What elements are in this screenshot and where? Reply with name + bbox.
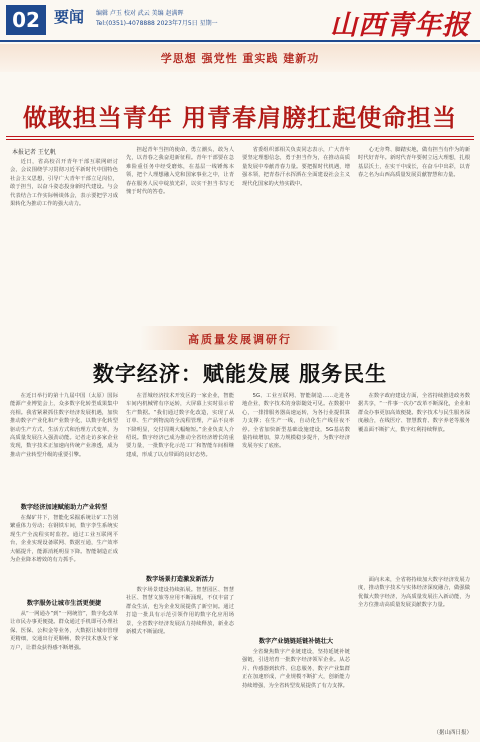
article1-column-3: 省委组织部相关负责同志表示，广大青年要坚定理想信念，勇于担当作为，在推动高质量发展中奉献青春力量。要把握时代机遇，增强本领，把青春汗水挥洒在全面建设社会主义现代化国家的火热实践中。 (242, 147, 350, 187)
slogan-text: 学思想 强党性 重实践 建新功 (160, 52, 320, 65)
column-title: 高质量发展调研行 (188, 333, 292, 346)
page-number: 02 (6, 5, 46, 35)
source-note: （据山西日报） (433, 730, 472, 736)
article2-column-1b: 在煤矿井下，智能化采掘系统让矿工告别繁重体力劳动；在钢铁车间，数字孪生系统实现生产全流程实时监控。通过工业互联网平台，企业实现设备联网、数据互通，生产效率大幅提升，能源消耗明显下降。智能制造正成为企业降本增效的有力抓手。 (10, 515, 118, 564)
article1-byline: 本报记者 王忆帆 (12, 149, 56, 156)
article1-headline: 做敢担当青年 用青春肩膀扛起使命担当 (22, 103, 458, 132)
subhead-d: 数字产业链链延链补链壮大 (258, 638, 334, 645)
article2-column-4a: 在数字政府建设方面，全省持续推进政务数据共享，“一件事一次办”改革不断深化，企业和群众办事更加高效便捷。数字技术与民生服务深度融合，在线医疗、智慧教育、数字养老等服务覆盖面不断扩大，数字红利持续释放。 (358, 393, 470, 433)
article2-column-3b: 全省聚焦数字产业链建设，坚持延链补链强链，引进培育一批数字经济领军企业。从芯片、传感器到软件、信息服务，数字产业集群正在加速形成，产业规模不断扩大，创新能力持续增强，为全省转型发展提供了有力支撑。 (242, 649, 350, 689)
article2-column-1a: 在近日举行的第十九届中国（太原）国际能源产业博览会上，众多数字化转型成果集中亮相。我省紧紧抓住数字经济发展机遇，加快推动数字产业化和产业数字化，以数字化转型驱动生产方式、生活方式和治理方式变革，为高质量发展注入强劲动能。记者走访多家企业发现，数字技术正加速向传统产业渗透，成为推动产业转型升级的重要引擎。 (10, 393, 118, 458)
article2-headline: 数字经济：赋能发展 服务民生 (92, 361, 388, 386)
editor-credits: 编辑 卢玉 校对 武云 美编 赵满晖 (96, 10, 184, 17)
article2-column-4b: 面向未来，全省将持续加大数字经济发展力度，推动数字技术与实体经济深度融合，做强做优做大数字经济，为高质量发展注入新动能，为全方位推动高质量发展贡献数字力量。 (358, 577, 470, 609)
article2-column-1c: 从“一网通办”到“一网统管”，数字化改革让市民办事更便捷。群众通过手机即可办理社保、医保、公积金等业务，大数据让城市管理更精细，交通出行更顺畅，数字技术惠及千家万户，让群众获得感不断增强。 (10, 611, 118, 651)
article1-column-2: 担起青年当担的使命，勇立潮头，敢为人先，以青春之我奋进新征程。青年干部要在急难险重任务中经受磨炼，在基层一线锤炼本领，把个人理想融入党和国家事业之中，让青春在服务人民中绽放光彩，以实干担当书写无愧于时代的答卷。 (126, 147, 234, 196)
section-name: 要闻 (54, 8, 85, 26)
article1-column-1: 近日，省高校召开青年干部互联网研讨会，会议围绕学习贯彻习近平新时代中国特色社会主义思想，引导广大青年干部立足岗位，敢于担当，以奋斗姿态投身新时代建设。与会代表结合工作实际畅谈体会，表示要把学习成果转化为推动工作的强大动力。 (10, 159, 118, 208)
headline-rule-top (6, 136, 474, 137)
subhead-a: 数字经济加速赋能助力产业转型 (20, 504, 108, 511)
headline-rule-bottom (6, 139, 474, 140)
contact-date-line: Tel:(0351)-4078888 2023年7月5日 星期一 (96, 20, 218, 27)
subhead-c: 数字场景打造激发新活力 (145, 576, 215, 583)
masthead (0, 0, 480, 42)
article1-column-4: 心无旁骛、脚踏实地，做有担当有作为的新时代好青年。新时代青年要树立远大理想，扎根基层沃土，在实干中成长，在奋斗中出彩，以青春之名为山西高质量发展贡献智慧和力量。 (358, 147, 470, 179)
newspaper-logo: 山西青年报 (330, 10, 470, 41)
article2-column-3a: 5G、工业互联网、智能制造……走进各地企业，数字技术的身影随处可见。在数据中心，一排排服务器高速运转，为各行业提供算力支撑；在生产一线，自动化生产线昼夜不停。全省加快新型基础设施建设，5G基站数量持续增加，算力规模稳步提升，为数字经济发展夯实了底座。 (242, 393, 350, 450)
subhead-b: 数字服务让城市生活更便捷 (26, 600, 102, 607)
article2-column-2b: 数字场景建设持续拓展。智慧园区、智慧社区、智慧文旅等应用不断涌现，不仅丰富了群众生活，也为企业发展提供了新空间。通过打造一批具有示范引领作用的数字化应用场景，全省数字经济发展活力持续释放，新业态新模式不断涌现。 (126, 587, 234, 636)
article2-column-2a: 在晋城经济技术开发区的一家企业，智能车间内机械臂有序运转，大屏幕上实时显示着生产数据。“我们通过数字化改造，实现了从订单、生产到物流的全流程管理，产品不良率下降明显，交付周期大幅缩短。”企业负责人介绍说。数字经济已成为推动全省经济增长的重要力量，一批数字化示范工厂和智能车间相继建成，形成了以点带面的良好态势。 (126, 393, 234, 458)
